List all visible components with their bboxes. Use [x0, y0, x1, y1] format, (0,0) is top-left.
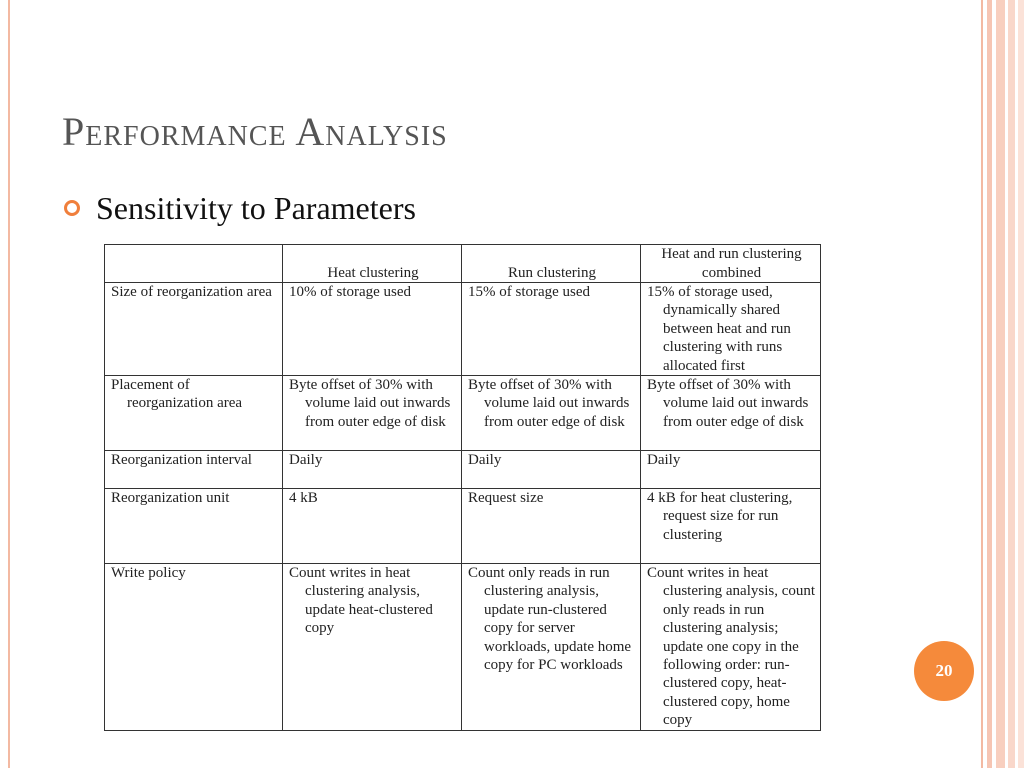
table-cell [462, 451, 641, 489]
cell-text: Daily [468, 452, 502, 469]
left-border-line [8, 0, 10, 768]
table-cell [462, 283, 641, 376]
table-header-row [105, 245, 821, 283]
parameters-table [104, 244, 821, 731]
right-border-stripe [1008, 0, 1015, 768]
table-row [105, 376, 821, 451]
bullet-ring-icon [64, 200, 80, 216]
cell-text: Byte offset of 30% with volume laid out inwards from outer edge of disk [289, 377, 451, 430]
bullet-item [64, 186, 416, 230]
cell-text: Daily [647, 452, 681, 469]
cell-text: 4 kB [289, 490, 318, 507]
table-row [105, 283, 821, 376]
table-cell [283, 451, 462, 489]
cell-text: Count writes in heat clustering analysis, update heat-clustered copy [289, 565, 433, 637]
cell-text: Count writes in heat clustering analysis, count only reads in run clustering analysis; update one copy in the following order: run-clustered copy, heat-clustered copy, home copy [647, 565, 816, 729]
row-label-cell [105, 283, 283, 376]
row-label-cell [105, 451, 283, 489]
right-border-stripe [1018, 0, 1024, 768]
row-label-cell [105, 564, 283, 731]
cell-text: Byte offset of 30% with volume laid out inwards from outer edge of disk [647, 377, 809, 430]
right-border-stripe [987, 0, 992, 768]
table-cell [462, 564, 641, 731]
header-cell-heat-clustering: Heat clustering [283, 245, 462, 283]
cell-text: Daily [289, 452, 323, 469]
table-cell [283, 564, 462, 731]
table-row [105, 451, 821, 489]
cell-text: 10% of storage used [289, 284, 412, 300]
cell-text: Reorganization unit [111, 490, 230, 507]
table-cell [462, 489, 641, 564]
cell-text: Write policy [111, 565, 186, 582]
table-cell [641, 451, 821, 489]
header-cell-empty [105, 245, 283, 283]
table-cell [462, 376, 641, 451]
table-cell [283, 283, 462, 376]
cell-text: Reorganization interval [111, 452, 252, 469]
bullet-text: Sensitivity to Parameters [96, 189, 416, 226]
cell-text: 4 kB for heat clustering, request size for run clustering [647, 490, 793, 543]
cell-text: 15% of storage used [468, 284, 591, 300]
table-cell [283, 376, 462, 451]
cell-text: 15% of storage used, dynamically shared between heat and run clustering with runs allocated first [647, 284, 791, 374]
table-cell [641, 376, 821, 451]
page-number-badge: 20 [914, 641, 974, 701]
table-cell [641, 564, 821, 731]
cell-text: Request size [468, 490, 544, 507]
cell-text: Count only reads in run clustering analysis, update run-clustered copy for server workloads, update home copy for PC workloads [468, 565, 632, 674]
right-border-stripe [981, 0, 983, 768]
table-row [105, 564, 821, 731]
header-cell-run-clustering: Run clustering [462, 245, 641, 283]
header-cell-combined: Heat and run clustering combined [641, 245, 821, 283]
cell-text: Size of reorganization area [111, 284, 272, 300]
table-row [105, 489, 821, 564]
table-cell [641, 489, 821, 564]
row-label-cell [105, 489, 283, 564]
right-border-stripe [996, 0, 1005, 768]
table-cell [283, 489, 462, 564]
cell-text: Byte offset of 30% with volume laid out inwards from outer edge of disk [468, 377, 630, 430]
cell-text: Placement of reorganization area [111, 377, 243, 412]
table-cell [641, 283, 821, 376]
row-label-cell [105, 376, 283, 451]
slide-title: Performance Analysis [62, 109, 448, 154]
